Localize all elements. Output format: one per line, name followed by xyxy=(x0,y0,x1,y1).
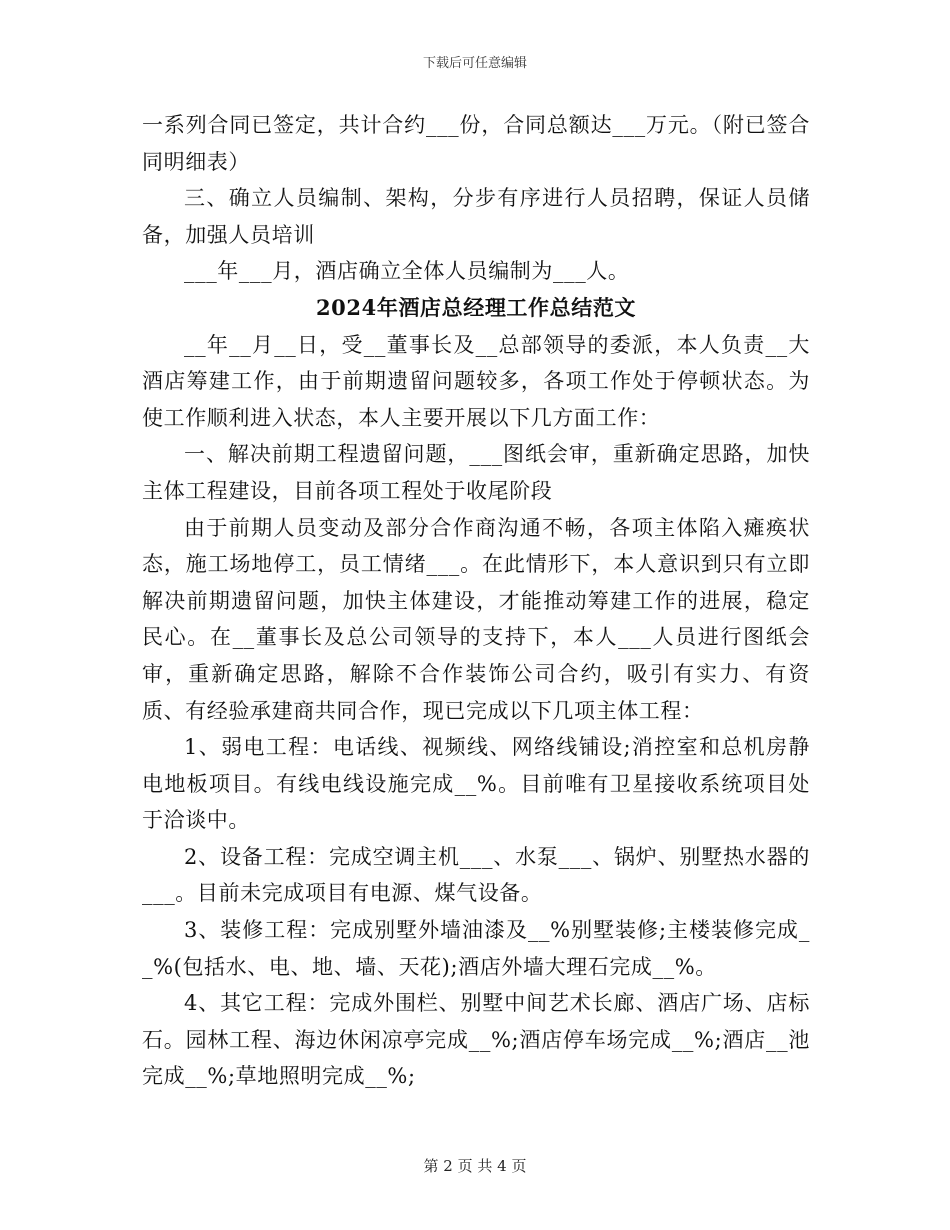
paragraph-intro: __年__月__日，受__董事长及__总部领导的委派，本人负责__大酒店筹建工作，由于前期遗留问题较多，各项工作处于停顿状态。为使工作顺利进入状态，本人主要开展以下几方面工作： xyxy=(142,332,810,430)
paragraph-item-4: 4、其它工程：完成外围栏、别墅中间艺术长廊、酒店广场、店标石。园林工程、海边休闲凉亭完成__%;酒店停车场完成__%;酒店__池完成__%;草地照明完成__%; xyxy=(142,991,810,1089)
paragraph-item-1: 1、弱电工程：电话线、视频线、网络线铺设;消控室和总机房静电地板项目。有线电线设施完成__%。目前唯有卫星接收系统项目处于洽谈中。 xyxy=(142,735,810,833)
header-note: 下载后可任意编辑 xyxy=(422,56,527,71)
paragraph-section-three: 三、确立人员编制、架构，分步有序进行人员招聘，保证人员储备，加强人员培训 xyxy=(142,186,810,247)
document-body xyxy=(142,107,810,1095)
paragraph-item-2: 2、设备工程：完成空调主机___、水泵___、锅炉、别墅热水器的___。目前未完成项目有电源、煤气设备。 xyxy=(142,844,810,906)
paragraph-item-3: 3、装修工程：完成别墅外墙油漆及__%别墅装修;主楼装修完成__%(包括水、电、地、墙、天花);酒店外墙大理石完成__%。 xyxy=(142,918,810,979)
page-number: 第 2 页 共 4 页 xyxy=(423,1157,527,1175)
paragraph-contracts: 一系列合同已签定，共计合约___份，合同总额达___万元。（附已签合同明细表） xyxy=(142,113,810,174)
paragraph-section-one: 一、解决前期工程遗留问题，___图纸会审，重新确定思路，加快主体工程建设，目前各项工程处于收尾阶段 xyxy=(142,442,810,503)
paragraph-background: 由于前期人员变动及部分合作商沟通不畅，各项主体陷入瘫痪状态，施工场地停工，员工情绪___。在此情形下，本人意识到只有立即解决前期遗留问题，加快主体建设，才能推动筹建工作的进展，稳定民心。在__董事长及总公司领导的支持下，本人___人员进行图纸会审，重新确定思路，解除不合作装饰公司合约，吸引有实力、有资质、有经验承建商共同合作，现已完成以下几项主体工程： xyxy=(142,515,810,723)
paragraph-staffing: ___年___月，酒店确立全体人员编制为___人。 xyxy=(184,259,630,284)
document-title: 2024年酒店总经理工作总结范文 xyxy=(315,294,637,320)
